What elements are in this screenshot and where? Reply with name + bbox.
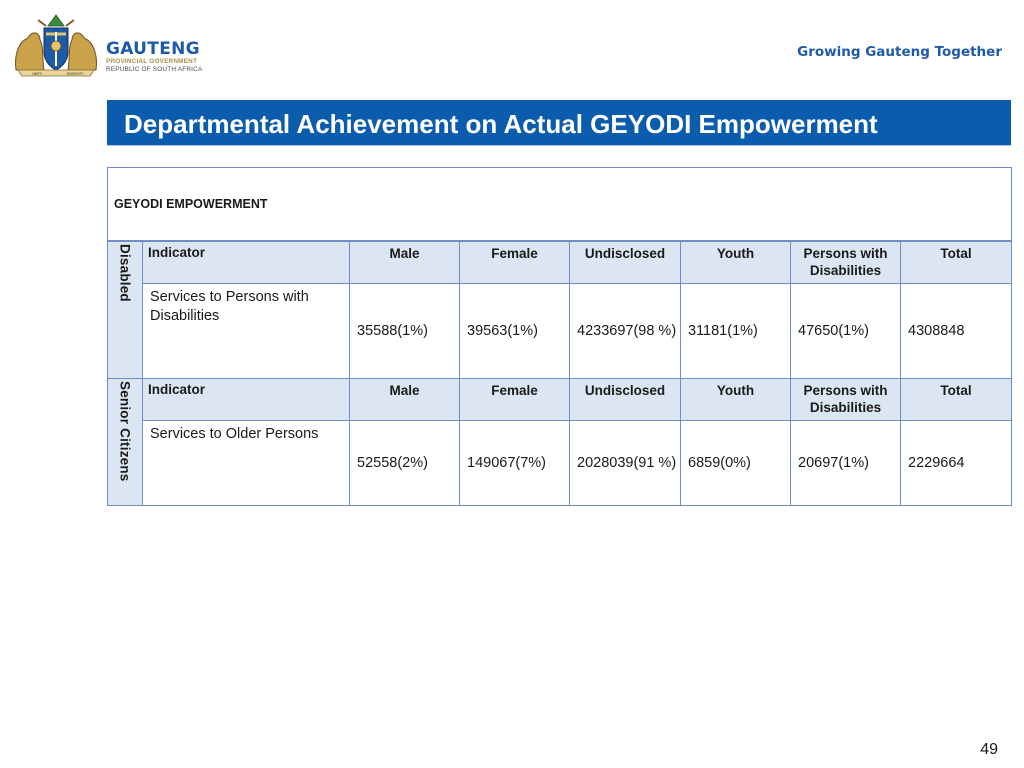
group-label-cell (108, 379, 143, 506)
female-cell: 39563(1%) (460, 284, 570, 379)
table-row (108, 421, 1012, 506)
female-cell: 149067(7%) (460, 421, 570, 506)
table-header-row (108, 379, 1012, 421)
column-header-total: Total (901, 379, 1012, 421)
youth-cell: 6859(0%) (681, 421, 791, 506)
logo-subtitle: PROVINCIAL GOVERNMENT (106, 58, 198, 65)
group-label-cell (108, 241, 143, 379)
undisclosed-cell: 2028039(91 %) (570, 421, 681, 506)
table-row (108, 284, 1012, 379)
tagline: Growing Gauteng Together (797, 44, 1002, 60)
geyodi-table (107, 167, 1012, 506)
column-header-pwd: Persons with Disabilities (791, 241, 901, 284)
crest-motto-diversity: DIVERSITY (66, 71, 84, 76)
undisclosed-cell: 4233697(98 %) (570, 284, 681, 379)
group-label: Senior Citizens (117, 381, 133, 482)
indicator-cell: Services to Persons with Disabilities (143, 284, 350, 379)
group-label: Disabled (117, 244, 133, 302)
table-header-row (108, 241, 1012, 284)
crest-motto-unity: UNITY (32, 71, 42, 76)
column-header-male: Male (350, 379, 460, 421)
column-header-female: Female (460, 379, 570, 421)
pwd-cell: 20697(1%) (791, 421, 901, 506)
column-header-indicator: Indicator (143, 379, 350, 421)
column-header-male: Male (350, 241, 460, 284)
logo-country: REPUBLIC OF SOUTH AFRICA (106, 65, 203, 73)
title-bar (107, 100, 1011, 146)
pwd-cell: 47650(1%) (791, 284, 901, 379)
slide-title: Departmental Achievement on Actual GEYODI Empowerment (124, 109, 878, 139)
youth-cell: 31181(1%) (681, 284, 791, 379)
total-cell: 2229664 (901, 421, 1012, 506)
column-header-total: Total (901, 241, 1012, 284)
column-header-pwd: Persons with Disabilities (791, 379, 901, 421)
column-header-undisclosed: Undisclosed (570, 379, 681, 421)
column-header-youth: Youth (681, 379, 791, 421)
column-header-undisclosed: Undisclosed (570, 241, 681, 284)
column-header-female: Female (460, 241, 570, 284)
column-header-youth: Youth (681, 241, 791, 284)
section-title: GEYODI EMPOWERMENT (108, 168, 1012, 242)
column-header-indicator: Indicator (143, 241, 350, 284)
gauteng-logo (106, 40, 202, 73)
page-number: 49 (980, 741, 998, 758)
total-cell: 4308848 (901, 284, 1012, 379)
table-section-title-row (108, 168, 1012, 242)
indicator-cell: Services to Older Persons (143, 421, 350, 506)
coat-of-arms-icon (10, 12, 102, 78)
male-cell: 52558(2%) (350, 421, 460, 506)
logo-name: GAUTENG (106, 39, 200, 59)
male-cell: 35588(1%) (350, 284, 460, 379)
